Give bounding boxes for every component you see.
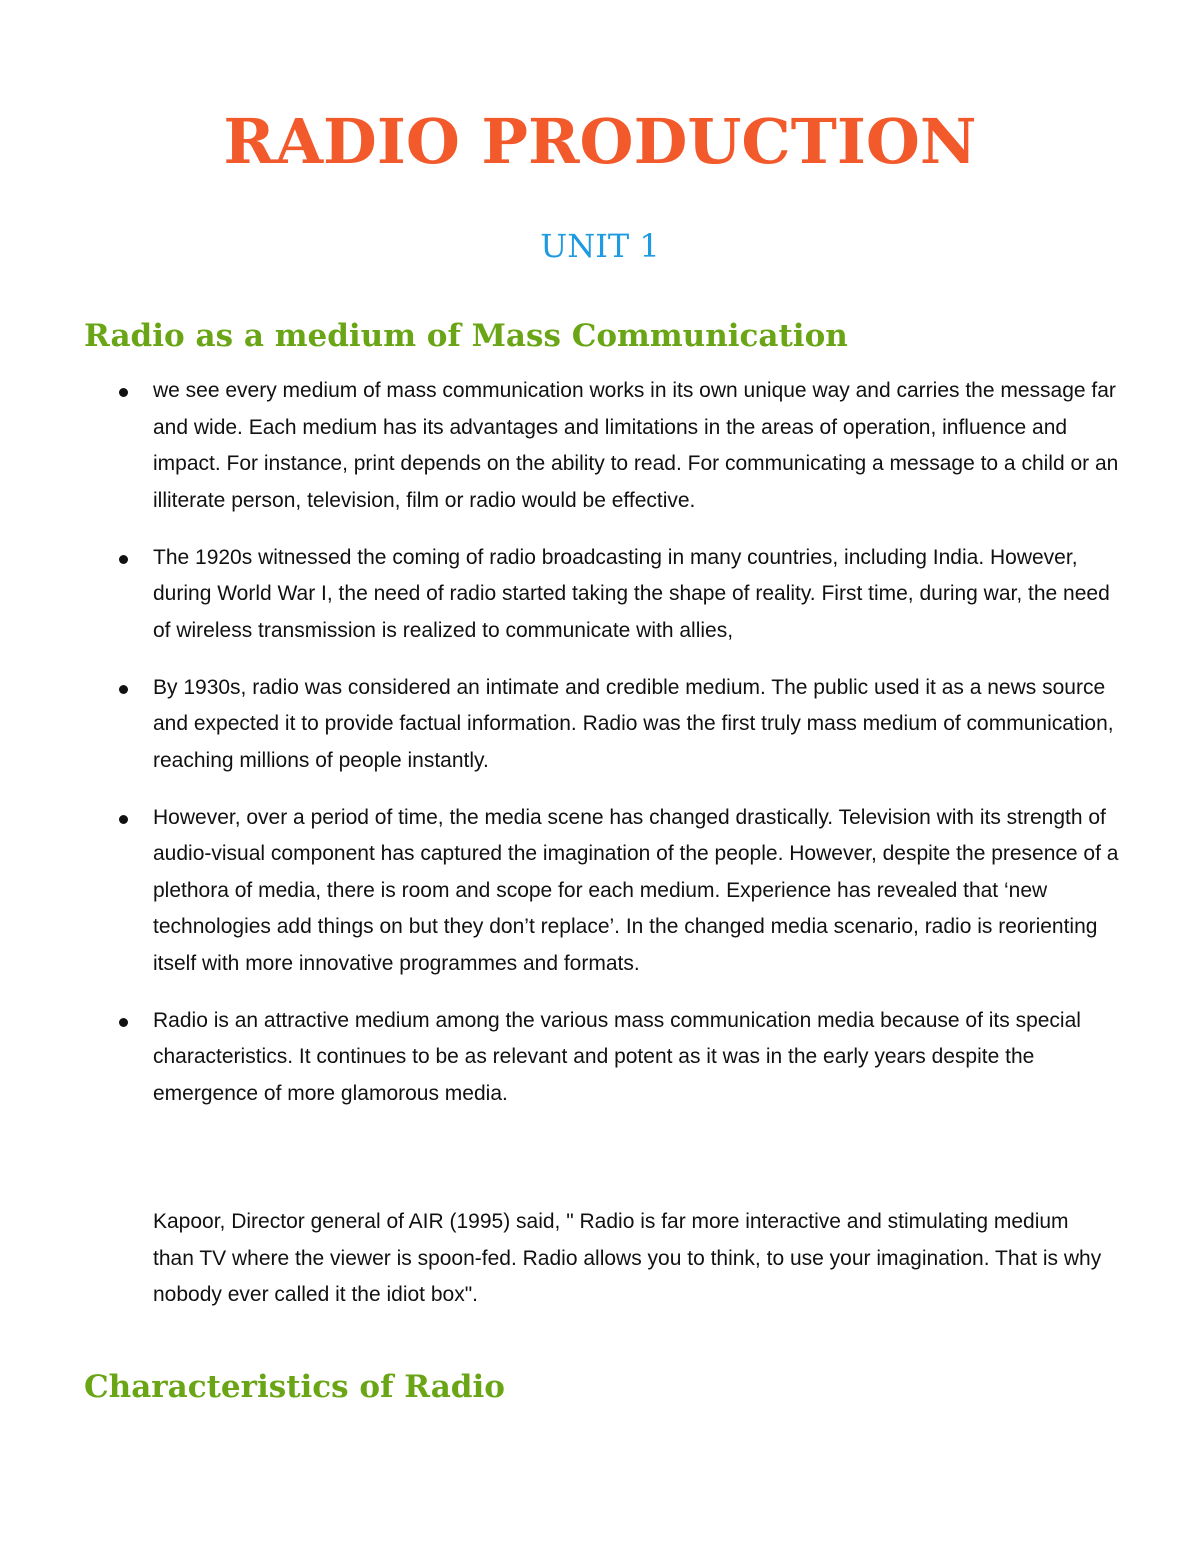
quote-paragraph: Kapoor, Director general of AIR (1995) said, " Radio is far more interactive and stimulating medium than TV where the viewer is spoon-fed. Radio allows you to think, to use your imagination. That is why nobody ever called it the idiot box". [153,1210,1102,1306]
list-item [0,540,1123,650]
bullet-text: Radio is an attractive medium among the various mass communication media because of its special characteristics. It continues to be as relevant and potent as it was in the early years despite the emergence of more glamorous media. [153,1008,1081,1105]
section-heading-characteristics: Characteristics of Radio [84,1369,505,1405]
bullet-text: However, over a period of time, the media scene has changed drastically. Television with its strength of audio-visual component has captured the imagination of the people. However, despite the presence of a plethora of media, there is room and scope for each medium. Experience has revealed that ‘new technologies add things on but they don’t replace’. In the changed media scenario, radio is reorienting itself with more innovative programmes and formats. [153,805,1119,975]
list-item [0,670,1123,780]
bullet-icon [119,388,128,397]
bullet-icon [119,1018,128,1027]
bullet-icon [119,555,128,564]
list-item [0,800,1123,983]
list-item [0,373,1123,519]
bullet-list [0,373,1200,1133]
bullet-icon [119,685,128,694]
list-item [0,1003,1123,1113]
document-title: RADIO PRODUCTION [223,105,977,178]
section-heading-mass-communication: Radio as a medium of Mass Communication [84,318,848,354]
bullet-text: By 1930s, radio was considered an intimate and credible medium. The public used it as a news source and expected it to provide factual information. Radio was the first truly mass medium of communication, reaching millions of people instantly. [153,675,1114,772]
unit-subtitle: UNIT 1 [540,227,660,265]
bullet-text: The 1920s witnessed the coming of radio broadcasting in many countries, including India. However, during World War I, the need of radio started taking the shape of reality. First time, during war, the need of wireless transmission is realized to communicate with allies, [153,545,1110,642]
bullet-icon [119,815,128,824]
bullet-text: we see every medium of mass communication works in its own unique way and carries the message far and wide. Each medium has its advantages and limitations in the areas of operation, influence and impact. For instance, print depends on the ability to read. For communicating a message to a child or an illiterate person, television, film or radio would be effective. [153,379,1119,512]
